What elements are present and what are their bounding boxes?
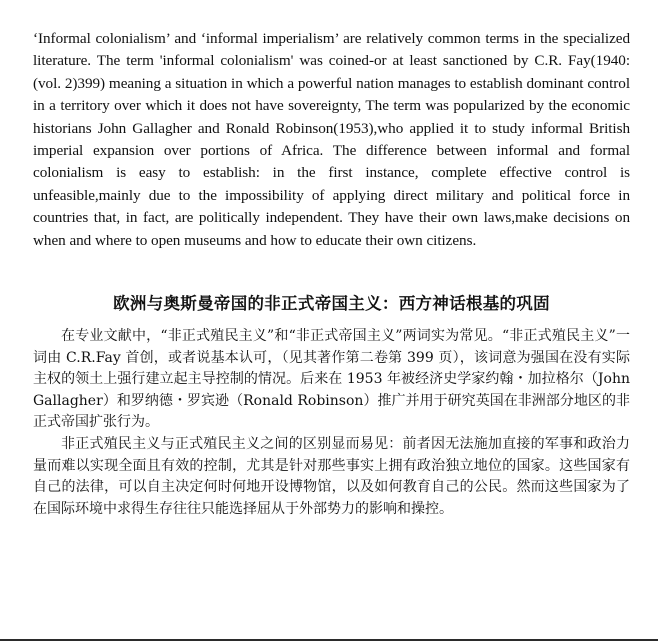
chinese-section-title: 欧洲与奥斯曼帝国的非正式帝国主义：西方神话根基的巩固	[113, 294, 550, 314]
document-page	[33, 28, 630, 520]
english-paragraph: ‘Informal colonialism’ and ‘informal imperialism’ are relatively common terms in the specialized literature. The term 'informal colonialism' was coined-or at least sanctioned by C.R. Fay(1940:(vol. 2)399) meaning a situation in which a powerful nation manages to establish dominant control in a territory over which it does not have sovereignty, The term was popularized by the economic historians John Gallagher and Ronald Robinson(1953),who applied it to study informal British imperial expansion over portions of Africa. The difference between informal and formal colonialism is easy to establish: in the first instance, complete effective control is unfeasible,mainly due to the impossibility of applying direct military and political force in countries that, in fact, are politically independent. They have their own laws,make decisions on when and where to open museums and how to educate their own citizens.	[33, 30, 630, 249]
chinese-paragraph-2: 非正式殖民主义与正式殖民主义之间的区别显而易见：前者因无法施加直接的军事和政治力量而难以实现全面且有效的控制，尤其是针对那些事实上拥有政治独立地位的国家。这些国家有自己的法律，可以自主决定何时何地开设博物馆，以及如何教育自己的公民。然而这些国家为了在国际环境中求得生存往往只能选择屈从于外部势力的影响和操控。	[33, 436, 630, 517]
chinese-paragraph-1: 在专业文献中，“非正式殖民主义”和“非正式帝国主义”两词实为常见。“非正式殖民主义”一词由 C.R.Fay 首创，或者说基本认可，（见其著作第二卷第 399 页），该词意为强国在没有实际主权的领土上强行建立起主导控制的情况。后来在 1953 年被经济史学家约翰・加拉格尔（John Gallagher）和罗纳德・罗宾逊（Ronald Robinson）推广并用于研究英国在非洲部分地区的非正式帝国扩张行为。	[33, 328, 630, 431]
